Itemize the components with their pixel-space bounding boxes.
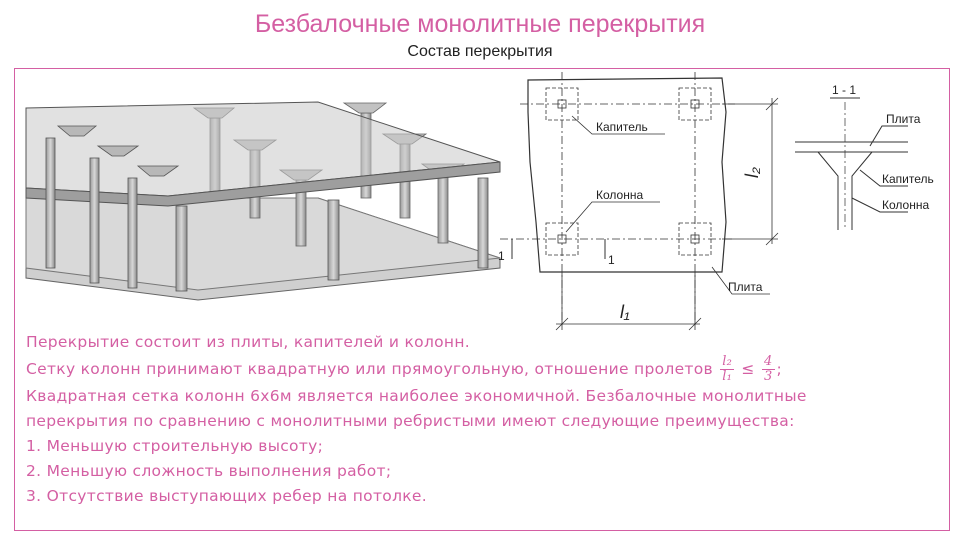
- plan-dim-l1: l₁: [620, 302, 630, 322]
- body-text: [26, 330, 936, 509]
- slab-3d-illustration: [18, 78, 508, 303]
- section-title: 1 - 1: [832, 83, 857, 97]
- text-line-4: перекрытия по сравнению с монолитными ребристыми имеют следующие преимущества:: [26, 412, 795, 430]
- section-label-capital: Капитель: [882, 172, 934, 186]
- plan-label-capital: Капитель: [596, 120, 648, 134]
- text-line-2-main: Сетку колонн принимают квадратную или прямоугольную, отношение пролетов: [26, 360, 713, 378]
- plan-label-column: Колонна: [596, 188, 644, 202]
- ratio-fraction: [720, 355, 734, 384]
- limit-fraction: [762, 355, 775, 384]
- plan-dim-l2: l₂: [742, 167, 762, 178]
- text-line-5: 1. Меньшую строительную высоту;: [26, 437, 324, 455]
- text-line-6: 2. Меньшую сложность выполнения работ;: [26, 462, 392, 480]
- slide-title: Безбалочные монолитные перекрытия: [254, 10, 706, 38]
- text-line-1: Перекрытие состоит из плиты, капителей и колонн.: [26, 333, 471, 351]
- text-line-7: 3. Отсутствие выступающих ребер на потолке.: [26, 487, 427, 505]
- section-label-slab: Плита: [886, 112, 921, 126]
- plan-cut-left: 1: [498, 249, 505, 263]
- ratio-relation: ≤: [741, 360, 755, 378]
- slide-subtitle: Состав перекрытия: [407, 43, 553, 60]
- limit-denominator: 3: [763, 369, 773, 384]
- text-line-2-end: ;: [776, 360, 783, 378]
- text-line-2: [26, 355, 936, 384]
- text-line-3: Квадратная сетка колонн 6х6м является наиболее экономичной. Безбалочные монолитные: [26, 387, 807, 405]
- plan-label-slab: Плита: [728, 280, 763, 294]
- section-drawing: [790, 80, 950, 240]
- section-label-column: Колонна: [882, 198, 930, 212]
- ratio-denominator: l₁: [722, 369, 733, 384]
- ratio-numerator: l₂: [722, 354, 733, 369]
- limit-numerator: 4: [763, 354, 773, 369]
- plan-cut-right: 1: [608, 253, 615, 267]
- plan-drawing: [500, 72, 800, 332]
